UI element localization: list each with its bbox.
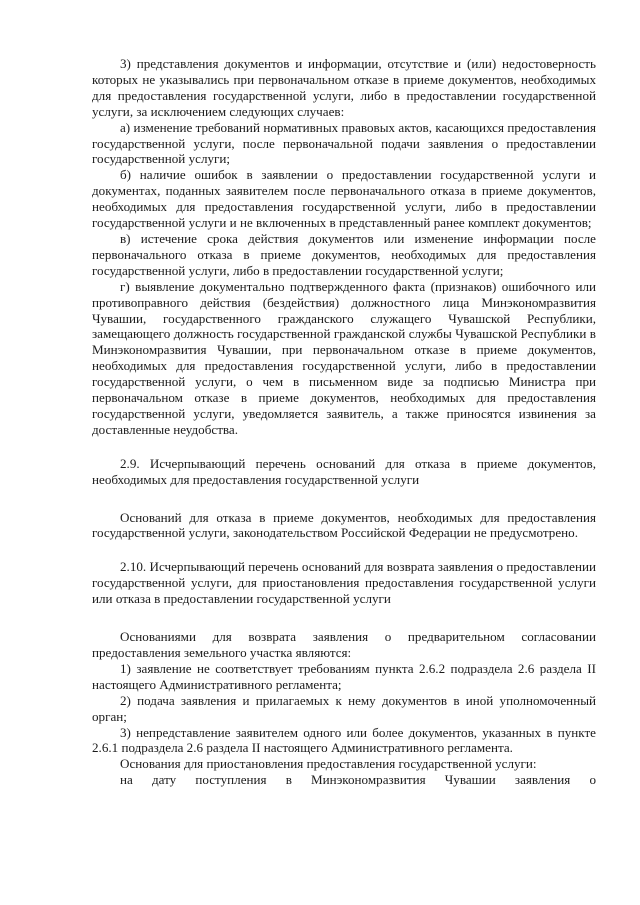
- paragraph-2-10-item-1: 1) заявление не соответствует требованиям пункта 2.6.2 подраздела 2.6 раздела II настоящего Административного регламента;: [92, 660, 596, 692]
- paragraph-item-3v: в) истечение срока действия документов или изменение информации после первоначального отказа в приеме документов, необходимых для предоставления государственной услуги, либо в предоставлении государственной услуги;: [92, 230, 596, 278]
- section-heading-2-10: 2.10. Исчерпывающий перечень оснований для возврата заявления о предоставлении государственной услуги, для приостановления предоставления государственной услуги или отказа в предоставлении государственной услуги: [92, 559, 596, 607]
- paragraph-item-3b: б) наличие ошибок в заявлении о предоставлении государственной услуги и документах, поданных заявителем после первоначального отказа в приеме документов, необходимых для предоставления государственной услуги, либо в предоставлении государственной услуги и не включенных в представленный ранее комплект документов;: [92, 167, 596, 231]
- paragraph-suspension-1: на дату поступления в Минэкономразвития Чувашии заявления о: [120, 772, 596, 788]
- paragraph-2-9-text: Оснований для отказа в приеме документов, необходимых для предоставления государственной услуги, законодательством Российской Федерации не предусмотрено.: [92, 509, 596, 541]
- paragraph-suspension: Основания для приостановления предоставления государственной услуги:: [120, 756, 537, 772]
- paragraph-2-10-item-3: 3) непредставление заявителем одного или более документов, указанных в пункте 2.6.1 подраздела 2.6 раздела II настоящего Административного регламента.: [92, 724, 596, 756]
- paragraph-item-3g: г) выявление документально подтвержденного факта (признаков) ошибочного или противоправного действия (бездействия) должностного лица Минэкономразвития Чувашии, государственного гражданского служащего Чувашской Республики, замещающего должность государственной гражданской службы Чувашской Республики в Минэкономразвития Чувашии, при первоначальном отказе в приеме документов, необходимых для предоставления государственной услуги, либо в предоставлении государственной услуги, о чем в письменном виде за подписью Министра при первоначальном отказе в приеме документов, необходимых для предоставления государственной услуги, уведомляется заявитель, а также приносятся извинения за доставленные неудобства.: [92, 278, 596, 437]
- document-page: [92, 56, 596, 788]
- paragraph-item-3a: а) изменение требований нормативных правовых актов, касающихся предоставления государственной услуги, после первоначальной подачи заявления о предоставлении государственной услуги;: [92, 119, 596, 167]
- section-heading-2-9: 2.9. Исчерпывающий перечень оснований для отказа в приеме документов, необходимых для предоставления государственной услуги: [92, 455, 596, 487]
- paragraph-2-10-item-2: 2) подача заявления и прилагаемых к нему документов в иной уполномоченный орган;: [92, 692, 596, 724]
- paragraph-2-10-intro: Основаниями для возврата заявления о предварительном согласовании предоставления земельного участка являются:: [92, 629, 596, 660]
- paragraph-item-3: 3) представления документов и информации, отсутствие и (или) недостоверность которых не указывались при первоначальном отказе в приеме документов, необходимых для предоставления государственной услуги, либо в предоставлении государственной услуги, за исключением следующих случаев:: [92, 56, 596, 119]
